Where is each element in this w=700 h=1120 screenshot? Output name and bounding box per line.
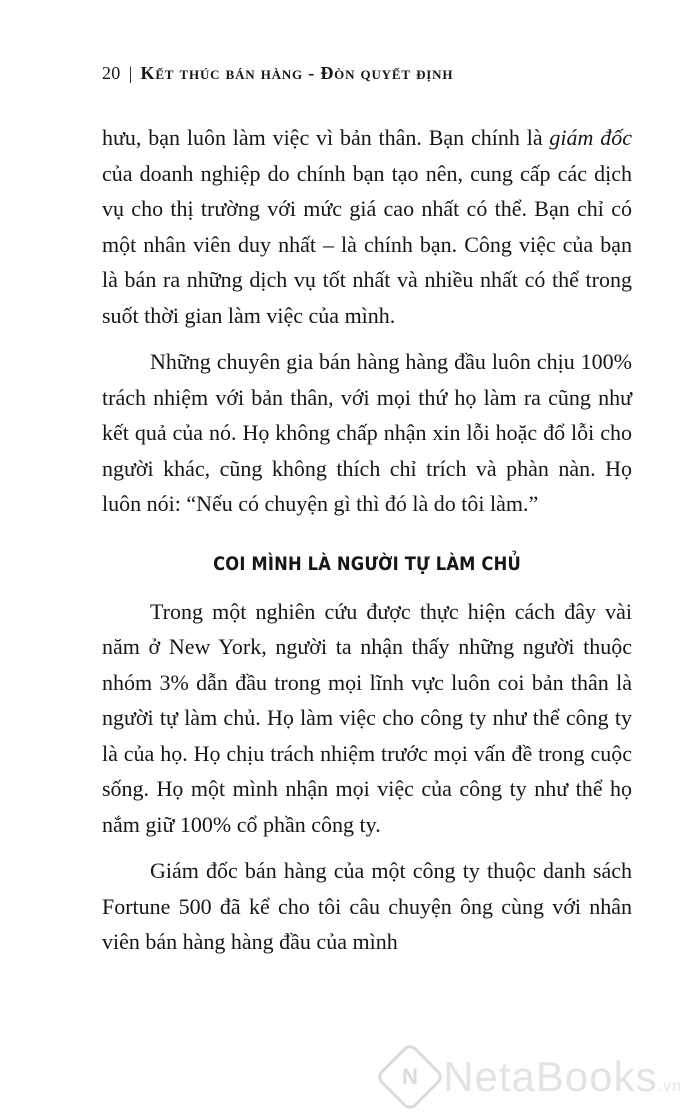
- netabooks-logo-icon: [375, 1042, 446, 1113]
- page-number: 20: [102, 63, 121, 83]
- watermark-brand: NetaBooks: [443, 1053, 658, 1100]
- book-title: Kết thúc bán hàng - Đòn quyết định: [140, 63, 454, 83]
- paragraph-1-text-b: của doanh nghiệp do chính bạn tạo nên, cung cấp các dịch vụ cho thị trường với mức giá cao nhất có thể. Bạn chỉ có một nhân viên duy nhất – là chính bạn. Công việc của bạn là bán ra những dịch vụ tốt nhất và nhiều nhất có thể trong suốt thời gian làm việc của mình.: [102, 160, 632, 328]
- paragraph-4: Giám đốc bán hàng của một công ty thuộc danh sách Fortune 500 đã kể cho tôi câu chuyện ông cùng với nhân viên bán hàng hàng đầu của mình: [102, 858, 632, 954]
- paragraph-1-text-a: hưu, bạn luôn làm việc vì bản thân. Bạn chính là: [102, 125, 550, 150]
- paragraph-2: Những chuyên gia bán hàng hàng đầu luôn chịu 100% trách nhiệm với bản thân, với mọi thứ họ làm ra cũng như kết quả của nó. Họ không chấp nhận xin lỗi hoặc đổ lỗi cho người khác, cũng không thích chỉ trích và phàn nàn. Họ luôn nói: “Nếu có chuyện gì thì đó là do tôi làm.”: [102, 349, 632, 516]
- watermark-text: [443, 1053, 682, 1100]
- logo-letter: N: [402, 1063, 419, 1089]
- running-header: [102, 63, 453, 84]
- header-separator: |: [128, 63, 133, 83]
- watermark-suffix: .vn: [657, 1078, 682, 1095]
- section-heading: COI MÌNH LÀ NGƯỜI TỰ LÀM CHỦ: [213, 552, 521, 575]
- netabooks-watermark: [385, 1052, 682, 1102]
- emphasis-giam-doc: giám đốc: [549, 125, 632, 150]
- paragraph-1: [102, 120, 632, 333]
- paragraph-3: Trong một nghiên cứu được thực hiện cách đây vài năm ở New York, người ta nhận thấy những người thuộc nhóm 3% dẫn đầu trong mọi lĩnh vực luôn coi bản thân là người tự làm chủ. Họ làm việc cho công ty như thể công ty là của họ. Họ chịu trách nhiệm trước mọi vấn đề trong cuộc sống. Họ một mình nhận mọi việc của công ty như thể họ nắm giữ 100% cổ phần công ty.: [102, 598, 632, 837]
- page-body: [102, 120, 632, 960]
